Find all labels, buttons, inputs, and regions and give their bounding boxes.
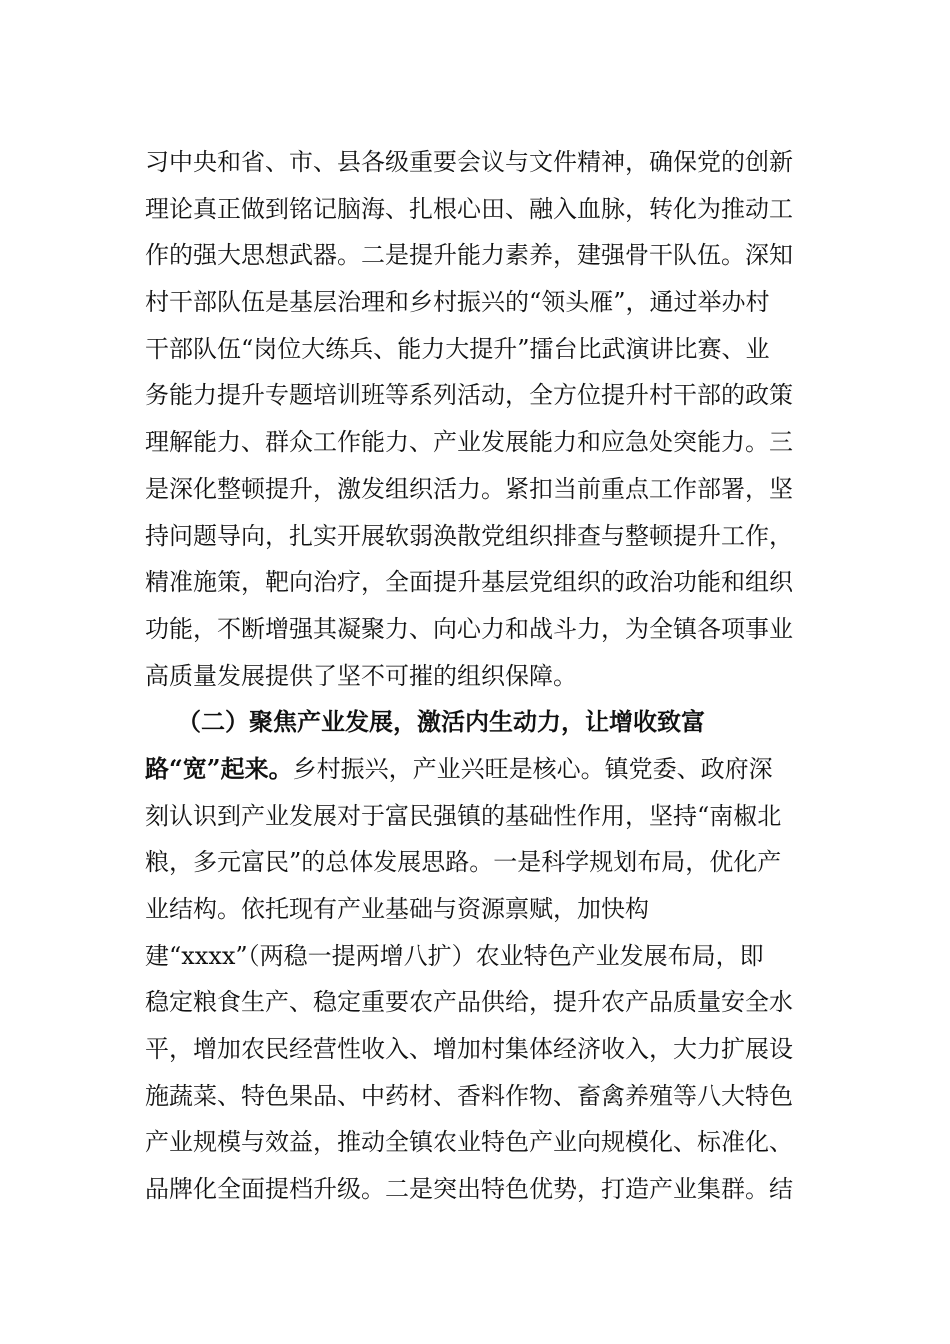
text-line: 施蔬菜、特色果品、中药材、香料作物、畜禽养殖等八大特色 xyxy=(145,1081,793,1110)
text-line: 习中央和省、市、县各级重要会议与文件精神，确保党的创新 xyxy=(145,148,793,176)
text-line: 理论真正做到铭记脑海、扎根心田、融入血脉，转化为推动工 xyxy=(145,194,793,223)
text-line: 品牌化全面提档升级。二是突出特色优势，打造产业集群。结 xyxy=(145,1175,793,1204)
section-heading-line: （二）聚焦产业发展，激活内生动力，让增收致富 xyxy=(177,707,705,737)
text-line: 高质量发展提供了坚不可摧的组织保障。 xyxy=(145,661,577,690)
text-line: 平，增加农民经营性收入、增加村集体经济收入，大力扩展设 xyxy=(145,1035,793,1064)
text-line: 作的强大思想武器。二是提升能力素养，建强骨干队伍。深知 xyxy=(145,241,793,270)
text-line: 务能力提升专题培训班等系列活动，全方位提升村干部的政策 xyxy=(145,381,793,410)
text-line: 理解能力、群众工作能力、产业发展能力和应急处突能力。三 xyxy=(145,428,793,457)
section-heading-continuation: 路“宽”起来。 xyxy=(145,753,293,783)
text-line: 刻认识到产业发展对于富民强镇的基础性作用，坚持“南椒北 xyxy=(145,801,782,830)
text-line: 产业规模与效益，推动全镇农业特色产业向规模化、标准化、 xyxy=(145,1128,793,1157)
text-line: 粮，多元富民”的总体发展思路。一是科学规划布局，优化产 xyxy=(145,848,782,877)
text-line: 建“xxxx”（两稳一提两增八扩）农业特色产业发展布局，即 xyxy=(145,941,764,970)
text-line: 持问题导向，扎实开展软弱涣散党组织排查与整顿提升工作， xyxy=(145,521,793,550)
text-line: 是深化整顿提升，激发组织活力。紧扣当前重点工作部署，坚 xyxy=(145,474,793,503)
text-line: 功能，不断增强其凝聚力、向心力和战斗力，为全镇各项事业 xyxy=(145,614,793,643)
text-line: 精准施策，靶向治疗，全面提升基层党组织的政治功能和组织 xyxy=(145,568,793,597)
text-line: 干部队伍“岗位大练兵、能力大提升”擂台比武演讲比赛、业 xyxy=(145,334,770,363)
text-line: 村干部队伍是基层治理和乡村振兴的“领头雁”，通过举办村 xyxy=(145,288,770,317)
body-text xyxy=(145,139,825,1213)
text-run: 乡村振兴，产业兴旺是核心。镇党委、政府深 xyxy=(292,754,773,783)
text-line: 稳定粮食生产、稳定重要农产品供给，提升农产品质量安全水 xyxy=(145,988,793,1017)
text-line-mixed xyxy=(145,746,825,793)
text-line: 业结构。依托现有产业基础与资源禀赋，加快构 xyxy=(145,895,649,923)
